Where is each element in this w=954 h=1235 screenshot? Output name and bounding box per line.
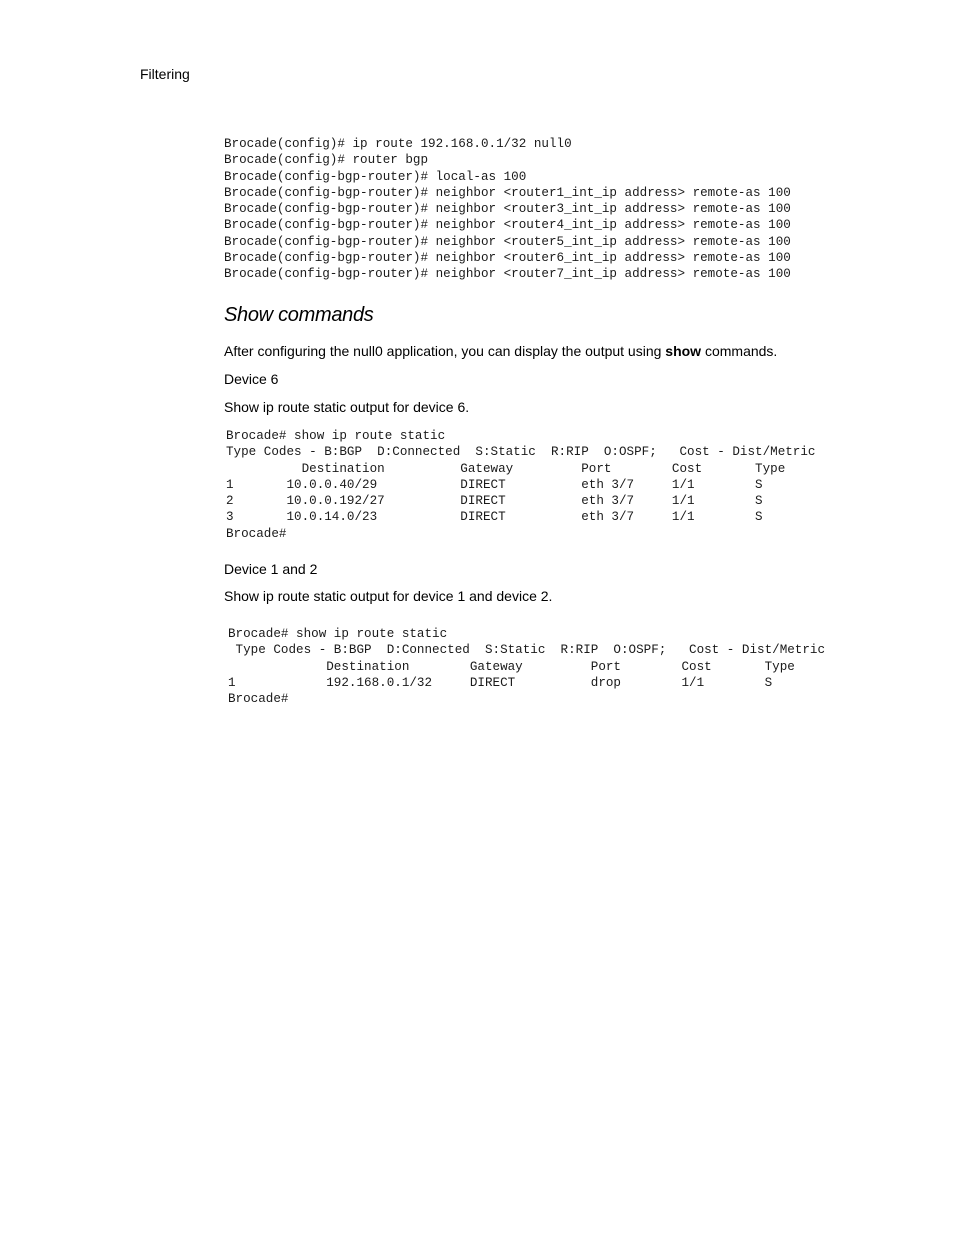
code-line: Brocade(config-bgp-router)# neighbor <router4_int_ip address> remote-as 100 xyxy=(224,218,791,233)
config-code-block xyxy=(224,136,791,283)
output-line: Destination Gateway Port Cost Type xyxy=(226,461,786,476)
output-line: Destination Gateway Port Cost Type xyxy=(228,659,795,674)
device6-description: Show ip route static output for device 6. xyxy=(224,399,470,415)
code-line: Brocade(config-bgp-router)# neighbor <router3_int_ip address> remote-as 100 xyxy=(224,202,791,217)
output-line: 3 10.0.14.0/23 DIRECT eth 3/7 1/1 S xyxy=(226,510,763,525)
device6-output-block xyxy=(226,428,815,542)
intro-text-after: commands. xyxy=(701,343,778,359)
output-line: 1 192.168.0.1/32 DIRECT drop 1/1 S xyxy=(228,675,773,690)
intro-paragraph xyxy=(224,342,777,360)
code-line: Brocade(config-bgp-router)# neighbor <router1_int_ip address> remote-as 100 xyxy=(224,185,791,200)
running-header: Filtering xyxy=(140,66,190,82)
section-title: Show commands xyxy=(224,304,374,326)
code-line: Brocade(config-bgp-router)# neighbor <router7_int_ip address> remote-as 100 xyxy=(224,267,791,282)
device12-output-block xyxy=(228,626,825,707)
intro-text-before: After configuring the null0 application, you can display the output using xyxy=(224,343,666,359)
output-line: Type Codes - B:BGP D:Connected S:Static R:RIP O:OSPF; Cost - Dist/Metric xyxy=(228,643,826,658)
device12-description: Show ip route static output for device 1 and device 2. xyxy=(224,588,553,604)
code-line: Brocade(config-bgp-router)# neighbor <router6_int_ip address> remote-as 100 xyxy=(224,251,791,266)
output-line: Brocade# xyxy=(228,692,289,707)
code-line: Brocade(config)# router bgp xyxy=(224,153,429,168)
output-line: Brocade# show ip route static xyxy=(226,429,446,443)
output-line: 1 10.0.0.40/29 DIRECT eth 3/7 1/1 S xyxy=(226,477,763,492)
output-line: Type Codes - B:BGP D:Connected S:Static R:RIP O:OSPF; Cost - Dist/Metric xyxy=(226,445,816,460)
code-line: Brocade(config-bgp-router)# local-as 100 xyxy=(224,169,527,184)
intro-command: show xyxy=(665,343,702,359)
output-line: Brocade# show ip route static xyxy=(228,627,448,641)
code-line: Brocade(config-bgp-router)# neighbor <router5_int_ip address> remote-as 100 xyxy=(224,234,791,249)
output-line: 2 10.0.0.192/27 DIRECT eth 3/7 1/1 S xyxy=(226,494,763,509)
code-line: Brocade(config)# ip route 192.168.0.1/32 null0 xyxy=(224,137,572,151)
device12-heading: Device 1 and 2 xyxy=(224,561,318,577)
output-line: Brocade# xyxy=(226,526,287,541)
device6-heading: Device 6 xyxy=(224,371,279,387)
